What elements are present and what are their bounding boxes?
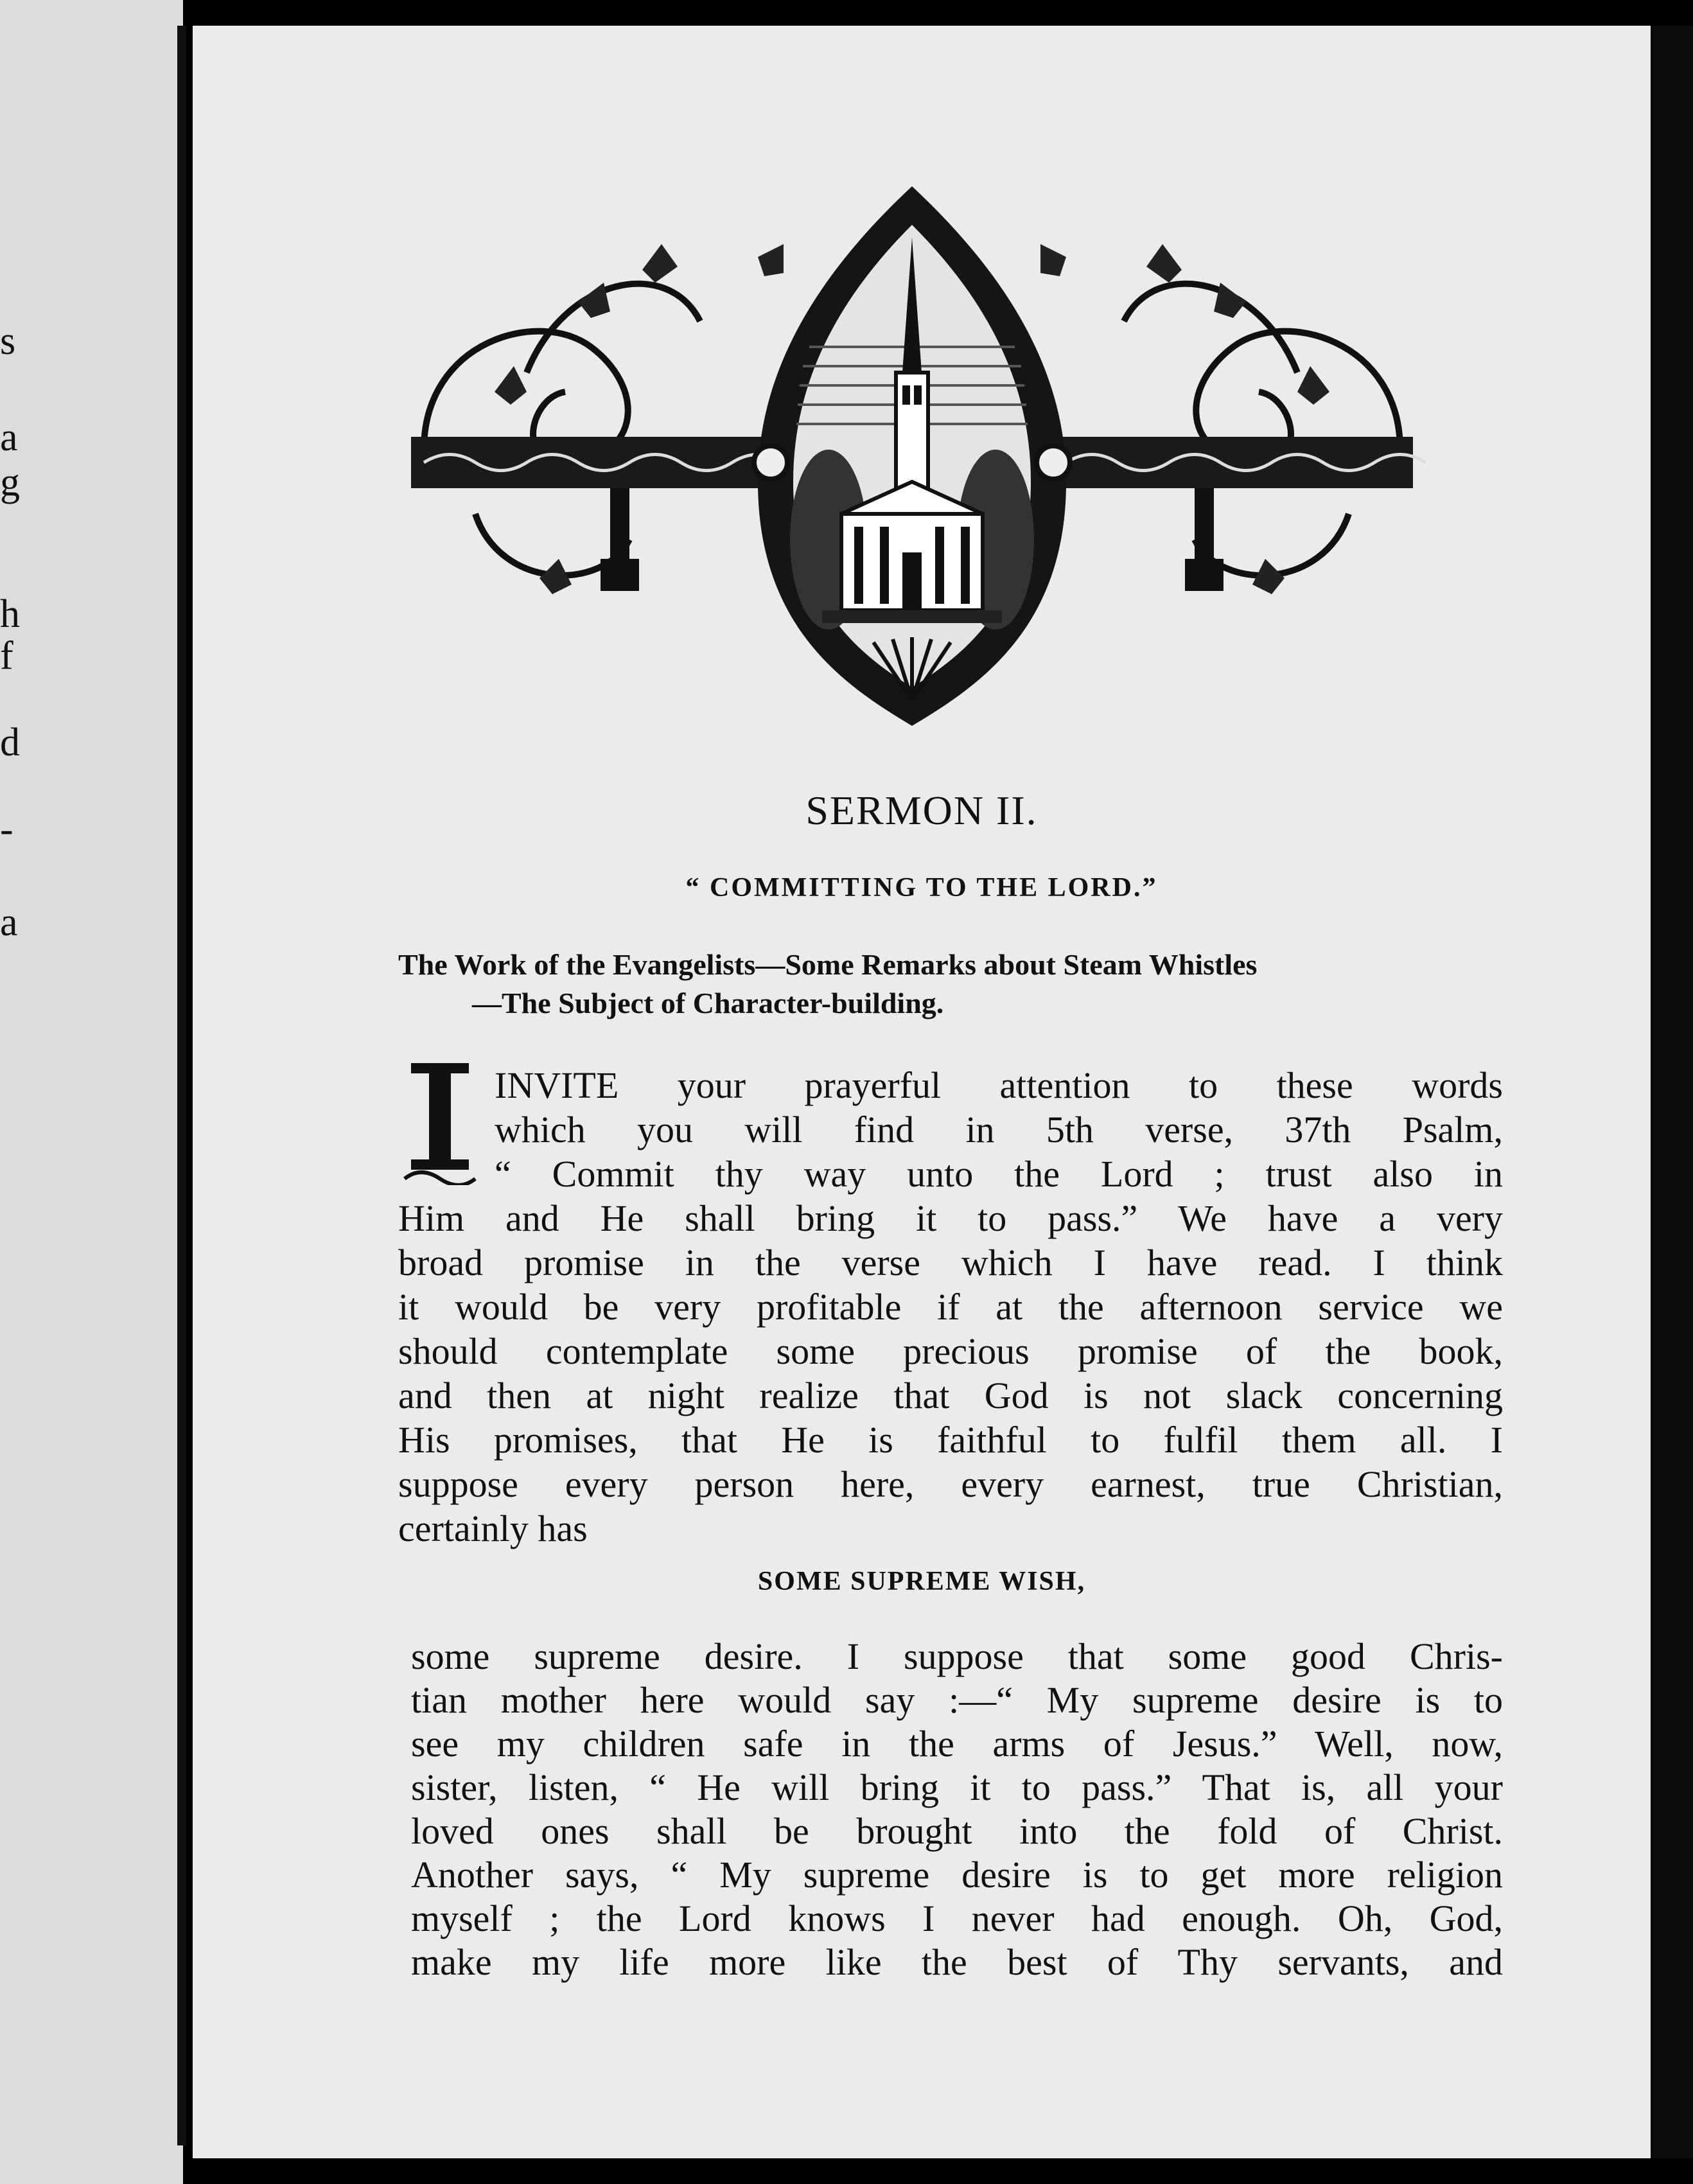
adjacent-page-fragment: f: [0, 634, 13, 678]
text-line: and then at night realize that God is not slack concerning: [398, 1375, 1503, 1416]
text-line: certainly has: [398, 1508, 588, 1549]
text-line: some supreme desire. I suppose that some good Chris-: [411, 1635, 1503, 1677]
book-gutter: [177, 26, 186, 2145]
text-line: it would be very profitable if at the afternoon service we: [398, 1286, 1503, 1328]
synopsis-line: —The Subject of Character-building.: [472, 987, 944, 1019]
section-heading: SOME SUPREME WISH,: [757, 1567, 1086, 1596]
sermon-synopsis: [398, 946, 1490, 1023]
adjacent-page-fragment: h: [0, 592, 20, 636]
text-line: myself ; the Lord knows I never had enough. Oh, God,: [411, 1898, 1503, 1939]
synopsis-line: The Work of the Evangelists—Some Remarks about Steam Whistles: [398, 948, 1258, 981]
book-page: [193, 26, 1651, 2158]
sermon-number-heading: SERMON II.: [805, 788, 1038, 833]
text-line: sister, listen, “ He will bring it to pass.” That is, all your: [411, 1766, 1503, 1808]
text-line: tian mother here would say :—“ My supreme desire is to: [411, 1679, 1503, 1721]
adjacent-page-fragment: -: [0, 807, 13, 851]
adjacent-page-strip: [0, 0, 183, 2184]
text-line: should contemplate some precious promise of the book,: [398, 1330, 1503, 1372]
text-line: make my life more like the best of Thy servants, and: [411, 1941, 1503, 1983]
adjacent-page-fragment: s: [0, 319, 16, 363]
paragraph-1: [398, 1063, 1503, 1551]
adjacent-page-fragment: a: [0, 416, 18, 459]
text-line: which you will find in 5th verse, 37th Psalm,: [495, 1109, 1503, 1150]
church-ornament-illustration: [398, 180, 1426, 732]
text-line: see my children safe in the arms of Jesus.” Well, now,: [411, 1723, 1503, 1765]
text-line: Another says, “ My supreme desire is to get more religion: [411, 1854, 1503, 1896]
text-line: broad promise in the verse which I have read. I think: [398, 1242, 1503, 1283]
text-line: INVITE your prayerful attention to these words: [495, 1064, 1503, 1106]
scan-border: [1651, 26, 1693, 2158]
text-line: His promises, that He is faithful to fulfil them all. I: [398, 1419, 1503, 1461]
text-line: loved ones shall be brought into the fold of Christ.: [411, 1810, 1503, 1852]
text-line: suppose every person here, every earnest, true Christian,: [398, 1463, 1503, 1505]
paragraph-2: [411, 1635, 1503, 1984]
adjacent-page-fragment: a: [0, 901, 18, 944]
sermon-title: “ COMMITTING TO THE LORD.”: [685, 873, 1158, 903]
adjacent-page-fragment: d: [0, 721, 20, 764]
text-line: “ Commit thy way unto the Lord ; trust also in: [495, 1153, 1503, 1195]
adjacent-page-fragment: g: [0, 461, 20, 504]
text-line: Him and He shall bring it to pass.” We have a very: [398, 1197, 1503, 1239]
